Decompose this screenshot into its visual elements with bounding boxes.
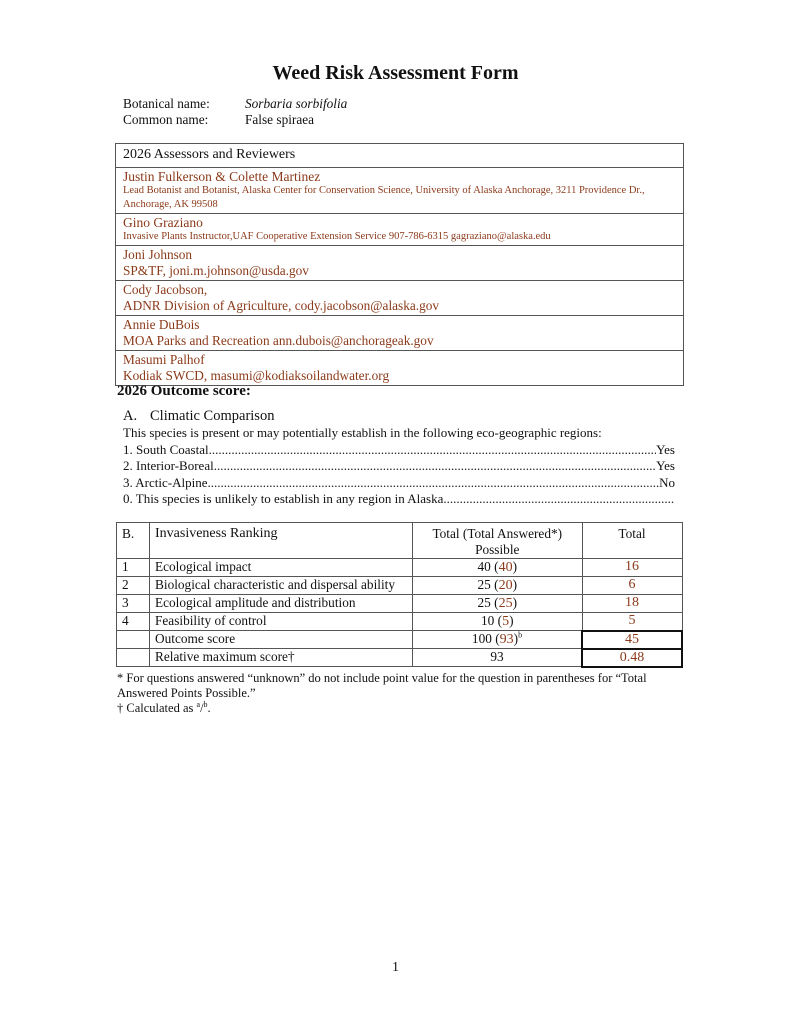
row-number: 3: [117, 595, 150, 613]
botanical-name-row: [123, 96, 347, 112]
ranking-header-row: [117, 523, 683, 559]
empty-cell: [117, 649, 150, 667]
relative-max-possible: 93: [413, 649, 583, 667]
row-label: Feasibility of control: [150, 613, 413, 631]
row-total: 5: [582, 613, 682, 631]
calc-prefix: † Calculated as: [117, 701, 197, 715]
region-label: 2. Interior-Boreal: [123, 458, 214, 473]
climatic-heading: [123, 407, 675, 425]
climatic-letter: A.: [123, 408, 138, 424]
outcome-score-label: Outcome score: [150, 631, 413, 649]
col-total-header: Total: [582, 523, 682, 559]
col-possible-header: Total (Total Answered*) Possible: [413, 523, 583, 559]
answered-value: 5: [502, 614, 510, 629]
common-name-label: Common name:: [123, 112, 209, 127]
answered-value: 40: [498, 560, 513, 575]
assessor-name: Masumi Palhof: [123, 352, 205, 367]
row-possible: 40 (40): [413, 559, 583, 577]
possible-value: 40: [477, 559, 491, 574]
region-value: Yes: [656, 458, 675, 473]
assessor-detail: Kodiak SWCD, masumi@kodiaksoilandwater.org: [123, 368, 390, 383]
assessor-entry: [116, 351, 683, 385]
relative-max-row: [117, 649, 683, 667]
region-value: No: [659, 474, 675, 490]
row-total: 6: [582, 577, 682, 595]
assessors-table: [115, 143, 684, 386]
region-label: 1. South Coastal: [123, 441, 209, 457]
footnote-unknown: * For questions answered “unknown” do not include point value for the question in parentheses for “Total Answered Points Possible.”: [117, 671, 647, 700]
calc-slash: /: [200, 701, 204, 715]
plant-names: [123, 96, 347, 128]
climatic-comparison: [123, 407, 675, 508]
botanical-name-label: Botanical name:: [123, 96, 210, 111]
region-row: [123, 491, 675, 508]
assessor-name: Joni Johnson: [123, 247, 193, 262]
row-total: 18: [582, 595, 682, 613]
common-name-value: False spiraea: [245, 112, 315, 127]
assessor-detail: Invasive Plants Instructor,UAF Cooperative Extension Service 907-786-6315 gagraziano@alaska.edu: [123, 231, 551, 242]
answered-value: 20: [498, 578, 513, 593]
region-row: [123, 475, 675, 492]
ranking-row: [117, 559, 683, 577]
row-label: Ecological impact: [150, 559, 413, 577]
region-row: [123, 442, 675, 459]
answered-value: 93: [499, 632, 514, 647]
footnotes: [117, 671, 687, 716]
row-possible: 25 (20): [413, 577, 583, 595]
calc-suffix: .: [207, 701, 211, 715]
outcome-score-row: [117, 631, 683, 649]
assessor-entry: [116, 281, 683, 316]
assessor-detail: SP&TF, joni.m.johnson@usda.gov: [123, 263, 309, 278]
ranking-title: Invasiveness Ranking: [150, 523, 413, 559]
footnote-calculated: [117, 701, 687, 716]
assessor-detail: MOA Parks and Recreation ann.dubois@anchorageak.gov: [123, 333, 434, 348]
assessor-name: Annie DuBois: [123, 317, 200, 332]
assessor-name: Cody Jacobson,: [123, 282, 208, 297]
assessors-heading: 2026 Assessors and Reviewers: [116, 144, 683, 168]
outcome-heading: 2026 Outcome score:: [117, 383, 251, 399]
empty-cell: [117, 631, 150, 649]
climatic-title: Climatic Comparison: [150, 408, 275, 424]
row-possible: 10 (5): [413, 613, 583, 631]
row-number: 2: [117, 577, 150, 595]
row-possible: 25 (25): [413, 595, 583, 613]
relative-max-label: Relative maximum score†: [150, 649, 413, 667]
ranking-row: [117, 577, 683, 595]
leader-dots: [443, 491, 675, 508]
row-label: Ecological amplitude and distribution: [150, 595, 413, 613]
region-label: 0. This species is unlikely to establish in any region in Alaska: [123, 491, 444, 506]
assessor-name: Justin Fulkerson & Colette Martinez: [123, 169, 321, 184]
superscript-b: b: [518, 630, 523, 640]
assessor-detail: Lead Botanist and Botanist, Alaska Center for Conservation Science, University of Alaska Anchorage, 3211 Providence Dr., Anchorage, AK 99508: [123, 185, 645, 210]
leader-dots: [209, 442, 656, 459]
row-label: Biological characteristic and dispersal ability: [150, 577, 413, 595]
outcome-possible: 100 $(93)^b$: [413, 631, 583, 649]
possible-value: 25: [477, 595, 491, 610]
assessor-entry: [116, 214, 683, 246]
ranking-letter: B.: [117, 523, 150, 559]
row-number: 1: [117, 559, 150, 577]
form-title: Weed Risk Assessment Form: [272, 62, 519, 84]
assessor-entry: [116, 168, 683, 214]
assessor-entry: [116, 246, 683, 281]
assessor-name: Gino Graziano: [123, 215, 203, 230]
ranking-row: [117, 613, 683, 631]
page-number: 1: [392, 960, 399, 975]
leader-dots: [214, 458, 656, 475]
calc-a: a: [196, 699, 201, 709]
assessor-detail: ADNR Division of Agriculture, cody.jacobson@alaska.gov: [123, 298, 440, 313]
outcome-score-total: 45: [582, 631, 682, 649]
region-value: Yes: [656, 441, 675, 457]
region-label: 3. Arctic-Alpine: [123, 474, 208, 490]
region-row: [123, 458, 675, 475]
climatic-intro: This species is present or may potentially establish in the following eco-geographic regions:: [123, 425, 602, 440]
leader-dots: [207, 475, 659, 492]
row-total: 16: [582, 559, 682, 577]
assessor-entry: [116, 316, 683, 351]
calc-b: b: [203, 699, 208, 709]
row-number: 4: [117, 613, 150, 631]
possible-value: 100: [471, 631, 492, 646]
possible-value: 25: [477, 577, 491, 592]
invasiveness-ranking-table: [116, 522, 683, 668]
relative-max-total: 0.48: [582, 649, 682, 667]
possible-value: 10: [481, 613, 495, 628]
answered-value: 25: [498, 596, 513, 611]
common-name-row: [123, 112, 347, 128]
ranking-row: [117, 595, 683, 613]
botanical-name-value: Sorbaria sorbifolia: [245, 96, 348, 111]
